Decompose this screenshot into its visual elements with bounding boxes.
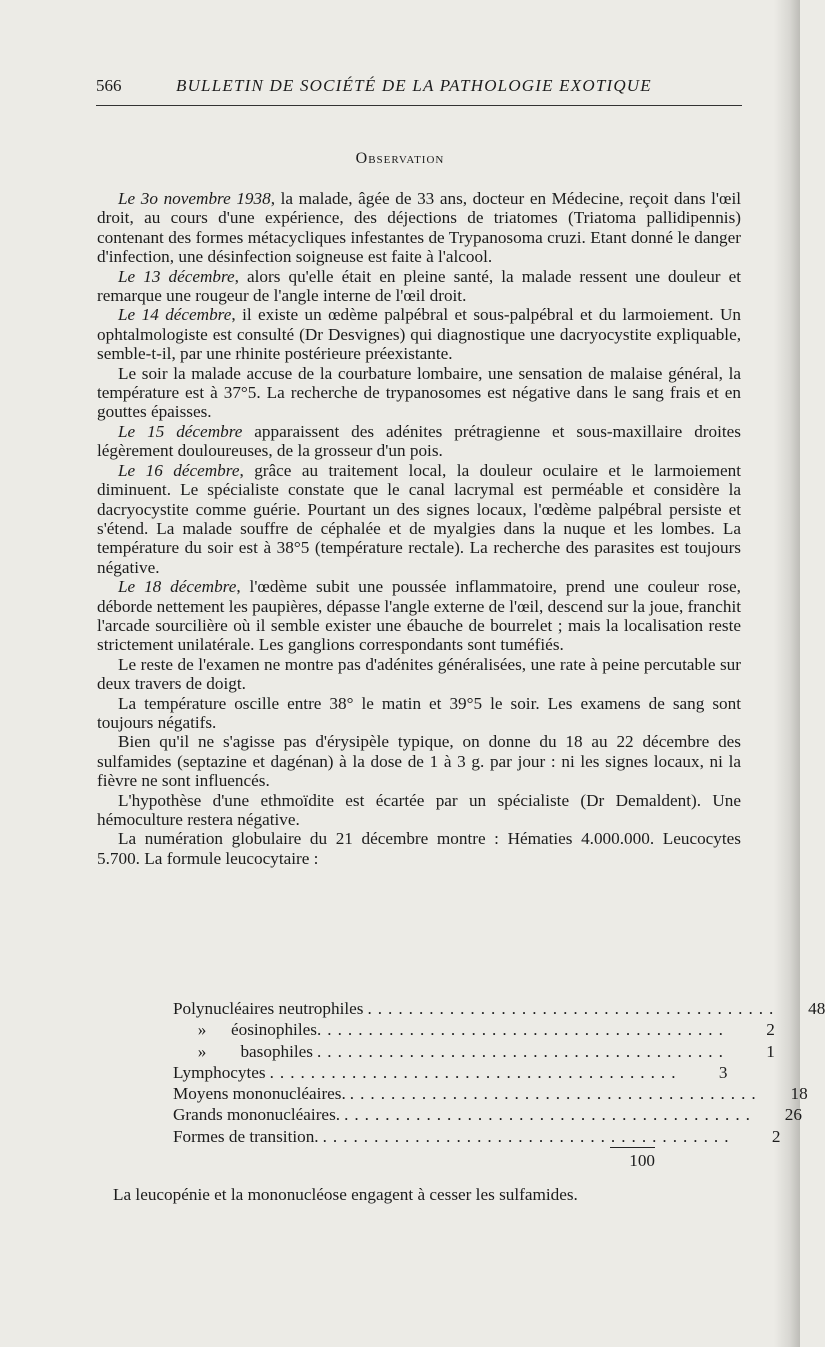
date-lead: Le 15 décembre bbox=[118, 421, 243, 441]
observation-body bbox=[97, 189, 741, 868]
dot-leader: ........................................ bbox=[269, 1062, 682, 1082]
paragraph bbox=[97, 422, 741, 461]
paragraph bbox=[97, 791, 741, 830]
section-title: Observation bbox=[355, 150, 445, 167]
paragraph-text: L'hypothèse d'une ethmoïdite est écartée par un spécialiste (Dr Demaldent). Une hémoculture restera négative. bbox=[97, 790, 741, 829]
formula-row bbox=[173, 1104, 802, 1125]
cell-label: Lymphocytes bbox=[173, 1062, 266, 1082]
ditto-mark: » bbox=[197, 1041, 207, 1061]
date-lead: Le 3o novembre 1938 bbox=[118, 189, 271, 208]
paragraph-text: La numération globulaire du 21 décembre montre : Hématies 4.000.000. Leucocytes 5.700. La formule leucocytaire : bbox=[97, 829, 741, 868]
paragraph bbox=[97, 577, 741, 655]
cell-value: 2 bbox=[771, 1126, 781, 1146]
cell-value: 2 bbox=[766, 1020, 775, 1040]
paragraph-text: Le soir la malade accuse de la courbature lombaire, une sensation de malaise général, la température est à 37°5. La recherche de trypanosomes est négative dans le sang frais et en gouttes épaisses. bbox=[97, 363, 741, 422]
paragraph-text: , l'œdème subit une poussée inflammatoire, prend une couleur rose, déborde nettement les paupières, dépasse l'angle externe de l'œil, descend sur la joue, franchit l'arcade sourcilière où il semble exister une ébauche de bourrelet ; mais la localisation reste strictement unilatérale. Les ganglions correspondants sont tuméfiés. bbox=[97, 577, 741, 655]
cell-label: Moyens mononucléaires. bbox=[173, 1084, 346, 1104]
paragraph-text: La température oscille entre 38° le matin et 39°5 le soir. Les examens de sang sont toujours négatifs. bbox=[97, 693, 741, 732]
cell-sublabel: basophiles bbox=[240, 1041, 313, 1061]
paragraph bbox=[97, 267, 741, 306]
leucocyte-formula-table bbox=[173, 998, 825, 1147]
dot-leader: ........................................ bbox=[317, 1020, 729, 1040]
dot-leader: ........................................ bbox=[322, 1126, 735, 1146]
paragraph bbox=[97, 364, 741, 422]
formula-row bbox=[173, 1019, 775, 1040]
cell-value: 3 bbox=[718, 1062, 728, 1082]
leucocyte-total: 100 bbox=[629, 1151, 655, 1170]
page-number: 566 bbox=[96, 76, 122, 95]
dot-leader: ........................................ bbox=[317, 1041, 729, 1061]
conclusion-line: La leucopénie et la mononucléose engagent à cesser les sulfamides. bbox=[113, 1185, 578, 1204]
paragraph bbox=[97, 694, 741, 733]
paragraph-text: Le reste de l'examen ne montre pas d'adénites généralisées, une rate à peine percutable sur deux travers de doigt. bbox=[97, 654, 741, 694]
date-lead: Le 14 décembre bbox=[118, 305, 232, 325]
paragraph-text: , grâce au traitement local, la douleur oculaire et le larmoiement diminuent. Le spécialiste constate que le canal lacrymal est perméable et considère la dacryocystite comme guérie. Pourtant un des signes locaux, l'œdème palpébral persiste et s'étend. La malade souffre de céphalée et de myalgies dans la nuque et les lombes. La température du soir est à 38°5 (température rectale). La recherche des parasites est toujours négative. bbox=[97, 460, 741, 577]
total-rule bbox=[610, 1147, 655, 1148]
cell-label: Formes de transition. bbox=[173, 1126, 319, 1146]
cell-value: 1 bbox=[766, 1041, 775, 1061]
date-lead: Le 13 décembre bbox=[118, 266, 235, 286]
date-lead: Le 18 décembre bbox=[118, 577, 237, 597]
formula-row bbox=[173, 1062, 728, 1083]
running-title: BULLETIN DE SOCIÉTÉ DE LA PATHOLOGIE EXOTIQUE bbox=[176, 76, 652, 95]
header-rule bbox=[96, 105, 742, 106]
cell-value: 18 bbox=[790, 1084, 808, 1104]
cell-value: 48 bbox=[808, 999, 825, 1018]
dot-leader: ........................................ bbox=[367, 999, 780, 1018]
paragraph-text: , alors qu'elle était en pleine santé, la malade ressent une douleur et remarque une rougeur de l'angle interne de l'œil droit. bbox=[97, 266, 741, 306]
paragraph bbox=[97, 655, 741, 694]
formula-row bbox=[173, 1041, 775, 1062]
dot-leader: ........................................ bbox=[344, 1105, 756, 1125]
cell-label: Grands mononucléaires. bbox=[173, 1105, 341, 1125]
formula-row bbox=[173, 1083, 808, 1104]
paragraph-text: Bien qu'il ne s'agisse pas d'érysipèle typique, on donne du 18 au 22 décembre des sulfamides (septazine et dagénan) à la dose de 1 à 3 g. par jour : ni les signes locaux, ni la fièvre ne sont influencés. bbox=[97, 732, 741, 791]
cell-sublabel: éosinophiles bbox=[231, 1020, 317, 1040]
paragraph bbox=[97, 461, 741, 577]
paragraph bbox=[97, 189, 741, 267]
paragraph-text: apparaissent des adénites prétragienne et sous-maxillaire droites légèrement douloureuses, de la grosseur d'un pois. bbox=[97, 421, 741, 461]
ditto-mark: » bbox=[197, 1020, 207, 1040]
cell-value: 26 bbox=[784, 1105, 802, 1125]
date-lead: Le 16 décembre bbox=[118, 460, 240, 480]
cell-label: Polynucléaires neutrophiles bbox=[173, 999, 364, 1018]
cell-label bbox=[173, 1019, 317, 1040]
formula-row bbox=[173, 1126, 781, 1147]
paragraph-text: , il existe un œdème palpébral et sous-palpébral et du larmoiement. Un ophtalmologiste est consulté (Dr Desvignes) qui diagnostique une dacryocystite expliquable, semble-t-il, par une rhinite postérieure préexistante. bbox=[97, 305, 741, 364]
dot-leader: ........................................ bbox=[349, 1084, 762, 1104]
formula-row bbox=[173, 998, 825, 1019]
cell-label bbox=[173, 1041, 313, 1062]
paragraph-text: , la malade, âgée de 33 ans, docteur en Médecine, reçoit dans l'œil droit, au cours d'une expérience, des déjections de triatomes (Triatoma pallidipennis) contenant des formes métacycliques infestantes de Trypanosoma cruzi. Etant donné le danger d'infection, une désinfection soigneuse est faite à l'alcool. bbox=[97, 189, 741, 267]
paragraph bbox=[97, 305, 741, 363]
running-header bbox=[96, 76, 742, 100]
paragraph bbox=[97, 732, 741, 790]
paragraph bbox=[97, 829, 741, 868]
